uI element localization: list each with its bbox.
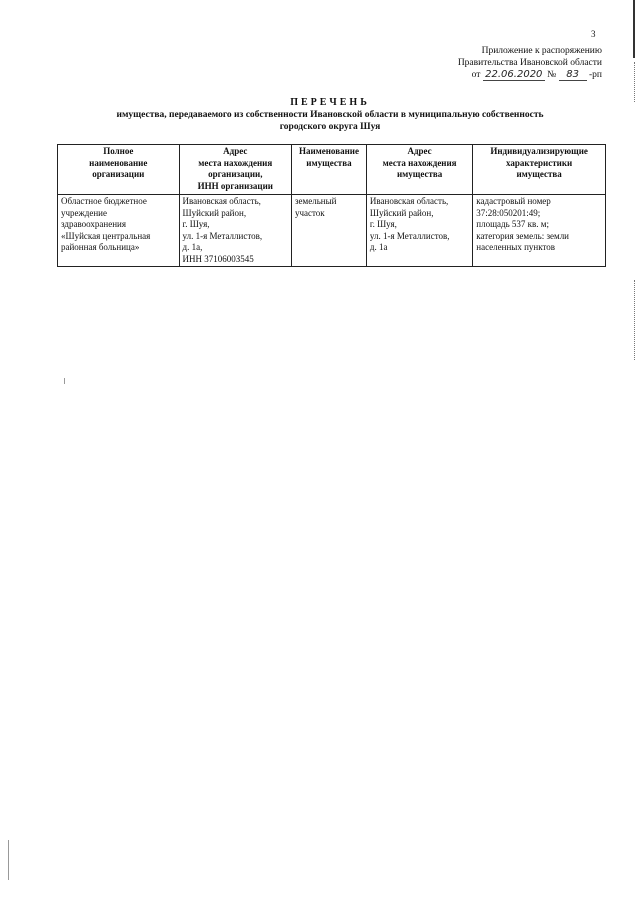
number-label: № — [547, 70, 557, 80]
document-title — [60, 97, 600, 133]
header-property-characteristics: Индивидуализирующие характеристики имущества — [473, 145, 606, 195]
scan-edge-dots — [634, 280, 636, 360]
header-org-name: Полное наименование организации — [58, 145, 180, 195]
from-label: от — [471, 70, 481, 80]
title-heading: ПЕРЕЧЕНЬ — [290, 97, 370, 108]
cell-org-name: Областное бюджетное учреждение здравоохранения «Шуйская центральная районная больница» — [58, 195, 180, 267]
table-row — [58, 195, 606, 267]
table-header-row — [58, 145, 606, 195]
cell-property-characteristics: кадастровый номер 37:28:050201:49; площадь 537 кв. м; категория земель: земли населенных пунктов — [473, 195, 606, 267]
cell-property-name: земельный участок — [291, 195, 366, 267]
header-org-address: Адрес места нахождения организации, ИНН организации — [179, 145, 291, 195]
appendix-header — [342, 45, 602, 81]
appendix-line-1: Приложение к распоряжению — [481, 46, 602, 56]
cell-org-address: Ивановская область, Шуйский район, г. Шуя, ул. 1-я Металлистов, д. 1а, ИНН 3710600З545 — [179, 195, 291, 267]
handwritten-date: 22.06.2020 — [483, 70, 545, 81]
appendix-line-2: Правительства Ивановской области — [457, 58, 602, 68]
header-property-address: Адрес места нахождения имущества — [366, 145, 472, 195]
cell-property-address: Ивановская область, Шуйский район, г. Шуя, ул. 1-я Металлистов, д. 1а — [366, 195, 472, 267]
handwritten-number: 83 — [559, 70, 587, 81]
header-property-name: Наименование имущества — [291, 145, 366, 195]
title-line-1: имущества, передаваемого из собственности Ивановской области в муниципальную собственность — [116, 110, 544, 120]
order-suffix: -рп — [589, 70, 602, 80]
scan-speck — [8, 840, 9, 880]
scan-speck — [64, 378, 65, 384]
appendix-date-line — [342, 69, 602, 81]
scan-edge-dots — [634, 62, 636, 102]
title-line-2: городского округа Шуя — [279, 122, 381, 132]
page-number: 3 — [591, 29, 596, 39]
property-table — [57, 144, 606, 267]
scan-edge-mark — [633, 0, 635, 58]
